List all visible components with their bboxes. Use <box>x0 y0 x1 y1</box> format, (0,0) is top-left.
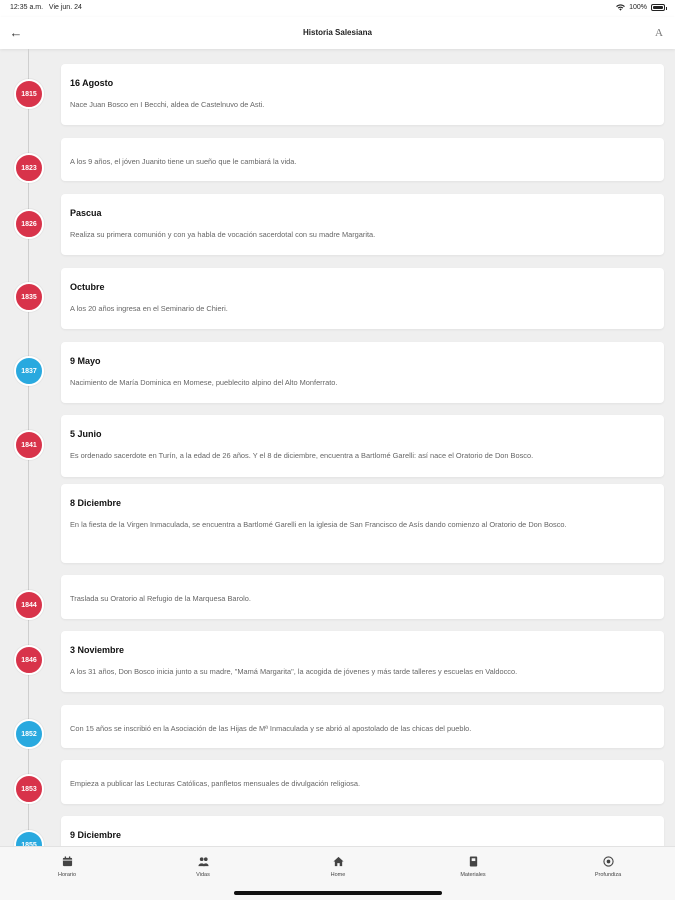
event-card[interactable] <box>61 342 664 403</box>
target-icon <box>603 856 614 867</box>
event-card[interactable] <box>61 138 664 181</box>
battery-percent: 100% <box>629 4 647 11</box>
nav-label: Horario <box>57 872 77 878</box>
event-card[interactable] <box>61 575 664 619</box>
arrow-left-icon: ← <box>9 25 23 40</box>
event-description: En la fiesta de la Virgen Inmaculada, se encuentra a Bartlomé Garelli en la iglesia de San Francisco de Asís dando comienzo al Oratorio de Don Bosco. <box>70 520 567 529</box>
battery-icon <box>651 4 665 11</box>
people-icon <box>198 856 209 867</box>
event-title: 8 Diciembre <box>70 498 122 508</box>
text-size-icon: A <box>655 27 663 39</box>
nav-item-profundiza[interactable] <box>568 856 648 878</box>
event-card[interactable] <box>61 194 664 255</box>
event-description: A los 20 años ingresa en el Seminario de Chieri. <box>70 304 228 313</box>
year-badge: 1844 <box>14 590 44 620</box>
event-description: Realiza su primera comunión y con ya habla de vocación sacerdotal con su madre Margarita. <box>70 230 376 239</box>
event-description: Nacimiento de María Dominica en Momese, pueblecito alpino del Alto Monferrato. <box>70 378 338 387</box>
year-badge: 1841 <box>14 430 44 460</box>
event-card[interactable] <box>61 760 664 804</box>
year-badge: 1826 <box>14 209 44 239</box>
app-header <box>0 17 675 49</box>
event-card[interactable] <box>61 268 664 329</box>
timeline[interactable] <box>0 49 675 846</box>
event-description: Es ordenado sacerdote en Turín, a la edad de 26 años. Y el 8 de diciembre, encuentra a Bartlomé Garelli: así nace el Oratorio de Don Bosco. <box>70 451 534 460</box>
status-date: Vie jun. 24 <box>48 4 82 11</box>
event-card[interactable] <box>61 64 664 125</box>
year-badge: 1846 <box>14 645 44 675</box>
event-card[interactable] <box>61 415 664 477</box>
event-card[interactable] <box>61 484 664 563</box>
event-title: Octubre <box>70 282 105 292</box>
nav-item-home[interactable] <box>298 856 378 878</box>
bottom-navigation <box>0 846 675 900</box>
event-title: 5 Junio <box>70 429 102 439</box>
event-title: Pascua <box>70 208 102 218</box>
event-title: 9 Diciembre <box>70 830 122 840</box>
home-indicator <box>234 891 442 895</box>
status-bar <box>0 0 675 17</box>
event-description: Empieza a publicar las Lecturas Católicas, panfletos mensuales de divulgación religiosa. <box>70 779 361 788</box>
year-badge: 1823 <box>14 153 44 183</box>
nav-label: Vidas <box>196 872 210 878</box>
event-title: 9 Mayo <box>70 356 101 366</box>
event-description: Con 15 años se inscribió en la Asociación de las Hijas de Mª Inmaculada y se abrió al apostolado de las chicas del pueblo. <box>70 724 472 733</box>
event-title: 16 Agosto <box>70 78 114 88</box>
year-badge: 1815 <box>14 79 44 109</box>
text-size-button[interactable] <box>651 25 667 41</box>
year-badge: 1835 <box>14 282 44 312</box>
event-card[interactable] <box>61 705 664 748</box>
event-description: A los 31 años, Don Bosco inicia junto a su madre, "Mamá Margarita", la acogida de jóvenes y más tarde talleres y escuelas en Valdocco. <box>70 667 518 676</box>
home-icon <box>333 856 344 867</box>
nav-item-horario[interactable] <box>27 856 107 878</box>
nav-label: Materiales <box>460 872 486 878</box>
event-card[interactable] <box>61 631 664 692</box>
year-badge: 1852 <box>14 719 44 749</box>
event-description: Traslada su Oratorio al Refugio de la Marquesa Barolo. <box>70 594 251 603</box>
event-description: Nace Juan Bosco en I Becchi, aldea de Castelnuvo de Asti. <box>70 100 265 109</box>
event-card[interactable] <box>61 816 664 846</box>
status-right <box>616 4 665 11</box>
nav-label: Home <box>330 872 346 878</box>
status-time: 12:35 a.m. Vie jun. 24 <box>10 4 82 11</box>
year-badge: 1855 <box>14 830 44 846</box>
nav-label: Profundiza <box>594 872 622 878</box>
event-title: 3 Noviembre <box>70 645 125 655</box>
year-badge: 1853 <box>14 774 44 804</box>
year-badge: 1837 <box>14 356 44 386</box>
battery-fill <box>653 6 663 9</box>
book-icon <box>468 856 479 867</box>
wifi-icon <box>616 4 625 11</box>
nav-item-materiales[interactable] <box>433 856 513 878</box>
event-description: A los 9 años, el jóven Juanito tiene un sueño que le cambiará la vida. <box>70 157 297 166</box>
calendar-icon <box>62 856 73 867</box>
page-title: Historia Salesiana <box>303 28 372 37</box>
nav-item-vidas[interactable] <box>163 856 243 878</box>
